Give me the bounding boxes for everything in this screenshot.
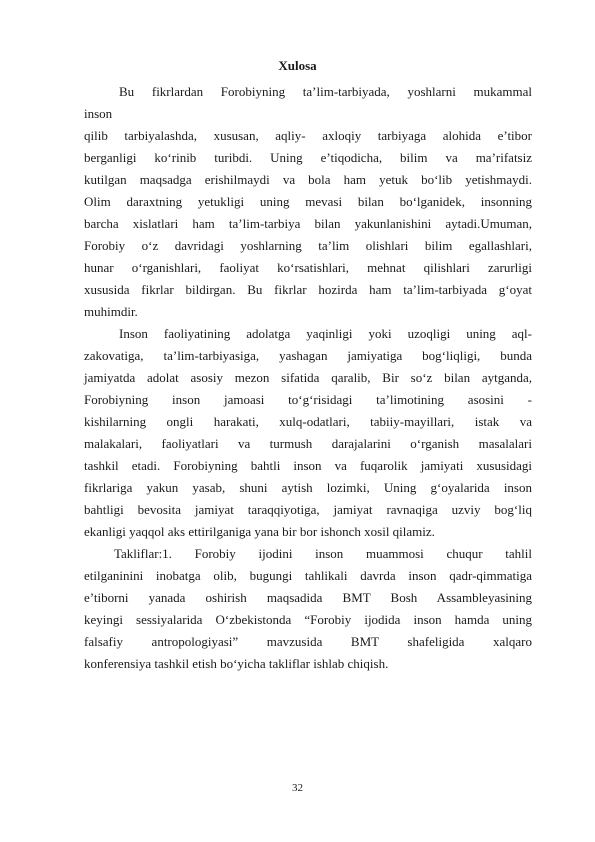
paragraph-3-line: Takliflar:1. Forobiy ijodini inson muammosi chuqur tahlil: [114, 546, 532, 561]
paragraph-1-line: xususida fikrlar bildirgan. Bu fikrlar hozirda ham ta’lim-tarbiyada g‘oyat: [84, 282, 532, 297]
paragraph-2-line: Inson faoliyatining adolatga yaqinligi yoki uzoqligi uning aql-: [119, 326, 532, 341]
paragraph-1-line: Olim daraxtning yetukligi uning mevasi bilan bo‘lganidek, insonning: [84, 194, 532, 209]
paragraph-2-line: Forobiyning inson jamoasi to‘g‘risidagi ta’limotining asosini -: [84, 392, 532, 407]
paragraph-3-line: falsafiy antropologiyasi” mavzusida BMT shafeligida xalqaro: [84, 634, 532, 649]
page-number: 32: [292, 782, 303, 794]
paragraph-2-line: bahtligi bevosita jamiyat taraqqiyotiga, jamiyat ravnaqiga uzviy bog‘liq: [84, 502, 532, 517]
paragraph-3-line: etilganinini inobatga olib, bugungi tahlikali davrda inson qadr-qimmatiga: [84, 568, 532, 583]
paragraph-1-line: Bu fikrlardan Forobiyning ta’lim-tarbiyada, yoshlarni mukammal: [119, 84, 532, 99]
paragraph-1-line: inson: [84, 106, 113, 121]
paragraph-2-line: malakalari, faoliyatlari va turmush darajalarini o‘rganish masalalari: [84, 436, 532, 451]
paragraph-1-line: hunar o‘rganishlari, faoliyat ko‘rsatishlari, mehnat qilishlari zarurligi: [84, 260, 532, 275]
paragraph-2-line: fikrlariga yakun yasab, shuni aytish lozimki, Uning g‘oyalarida inson: [84, 480, 532, 495]
paragraph-3-line: e’tiborni yanada oshirish maqsadida BMT Bosh Assambleyasining: [84, 590, 532, 605]
paragraph-1-line: Forobiy o‘z davridagi yoshlarning ta’lim olishlari bilim egallashlari,: [84, 238, 532, 253]
paragraph-2-line: kishilarning ongli harakati, xulq-odatlari, tabiiy-mayillari, istak va: [84, 414, 532, 429]
paragraph-2-line: ekanligi yaqqol aks ettirilganiga yana bir bor ishonch xosil qilamiz.: [84, 524, 435, 539]
paragraph-1-line: barcha xislatlari ham ta’lim-tarbiya bilan yakunlanishini aytadi.Umuman,: [84, 216, 532, 231]
paragraph-3-line: konferensiya tashkil etish bo‘yicha takliflar ishlab chiqish.: [84, 656, 389, 671]
paragraph-2-line: tashkil etadi. Forobiyning bahtli inson va fuqarolik jamiyati xususidagi: [84, 458, 532, 473]
paragraph-1-line: kutilgan maqsadga erishilmaydi va bola ham yetuk bo‘lib yetishmaydi.: [84, 172, 532, 187]
paragraph-1-line: berganligi ko‘rinib turibdi. Uning e’tiqodicha, bilim va ma’rifatsiz: [84, 150, 532, 165]
paragraph-2-line: zakovatiga, ta’lim-tarbiyasiga, yashagan jamiyatiga bog‘liqligi, bunda: [84, 348, 532, 363]
paragraph-1-line: qilib tarbiyalashda, xususan, aqliy- axloqiy tarbiyaga alohida e’tibor: [84, 128, 532, 143]
paragraph-1-line: muhimdir.: [84, 304, 138, 319]
paragraph-3-line: keyingi sessiyalarida O‘zbekistonda “Forobiy ijodida inson hamda uning: [84, 612, 532, 627]
section-title: Xulosa: [278, 58, 317, 73]
paragraph-2-line: jamiyatda adolat asosiy mezon sifatida qaralib, Bir so‘z bilan aytganda,: [84, 370, 532, 385]
